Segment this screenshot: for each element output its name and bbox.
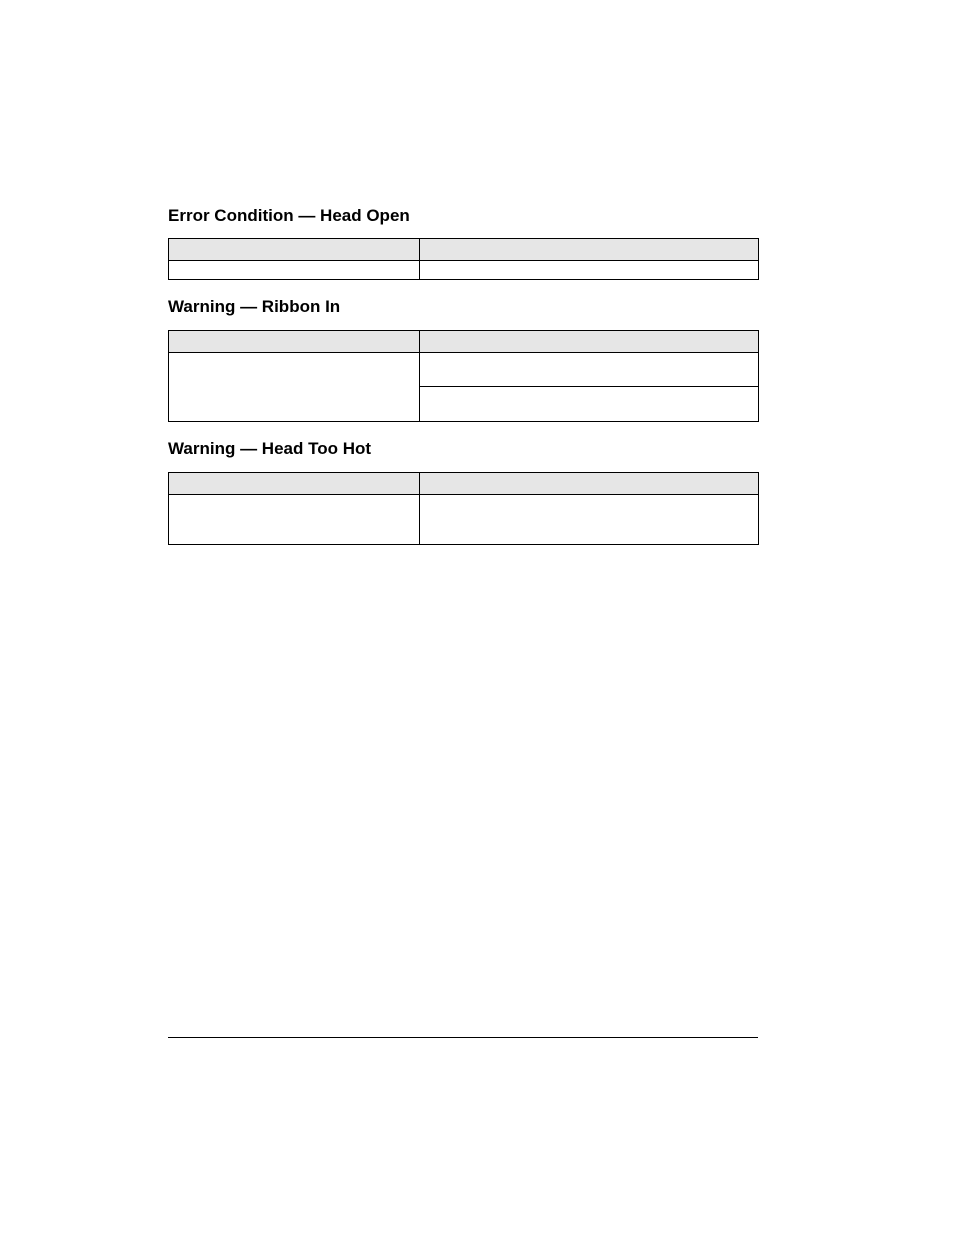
table-head-open — [168, 238, 759, 280]
header-cell — [169, 473, 420, 495]
header-cell — [420, 331, 759, 353]
footer-divider — [168, 1037, 758, 1038]
table-row — [169, 261, 759, 280]
section-heading-head-too-hot: Warning — Head Too Hot — [168, 439, 372, 458]
table-row — [169, 353, 759, 387]
table-cell — [420, 353, 759, 387]
table-ribbon-in — [168, 330, 759, 422]
table-cell — [169, 353, 420, 422]
header-cell — [420, 473, 759, 495]
table-head-too-hot — [168, 472, 759, 545]
table-cell — [169, 495, 420, 545]
table-header-row — [169, 239, 759, 261]
section-heading-ribbon-in: Warning — Ribbon In — [168, 297, 341, 316]
table-cell — [420, 495, 759, 545]
section-heading-head-open: Error Condition — Head Open — [168, 206, 410, 225]
header-cell — [169, 239, 420, 261]
table-header-row — [169, 331, 759, 353]
header-cell — [420, 239, 759, 261]
table-row — [169, 495, 759, 545]
table-cell — [420, 387, 759, 422]
header-cell — [169, 331, 420, 353]
table-header-row — [169, 473, 759, 495]
table-cell — [420, 261, 759, 280]
table-cell — [169, 261, 420, 280]
